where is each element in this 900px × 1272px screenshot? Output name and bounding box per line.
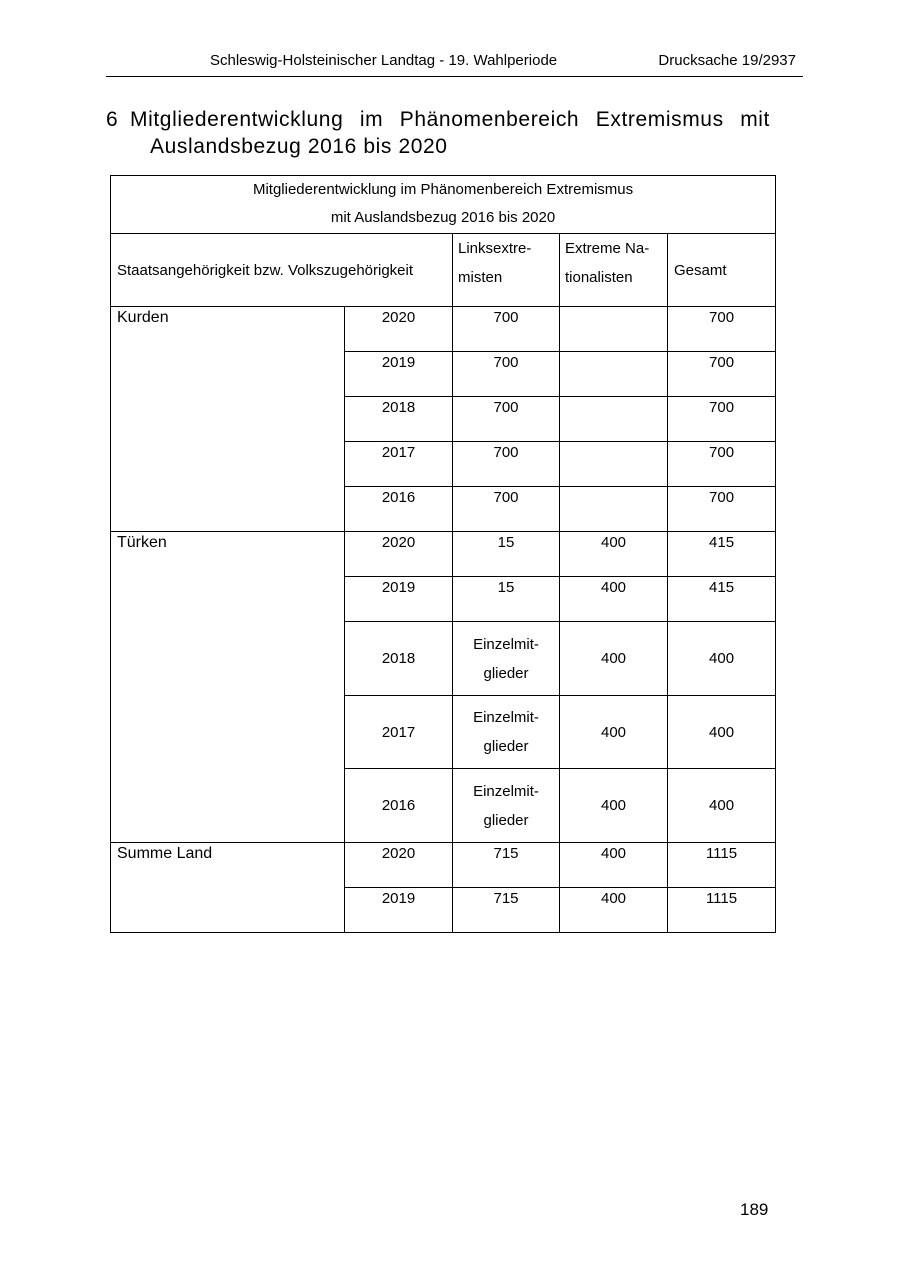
links-cell: 715 <box>453 843 560 888</box>
links-cell: 15 <box>453 577 560 622</box>
section-title-line1: Mitgliederentwicklung im Phänomenbereich Extremismus mit <box>130 108 770 131</box>
table-row <box>111 532 776 577</box>
natio-cell: 400 <box>560 888 668 933</box>
table-row <box>111 307 776 352</box>
col-header-nationalisten <box>560 234 668 307</box>
page-number: 189 <box>740 1200 769 1219</box>
group-label: Summe Land <box>111 843 345 933</box>
links-cell-line1: Einzelmit- <box>473 782 539 800</box>
year-cell: 2020 <box>345 307 453 352</box>
total-cell: 415 <box>668 577 776 622</box>
table-row <box>111 843 776 888</box>
natio-cell <box>560 352 668 397</box>
natio-cell: 400 <box>560 532 668 577</box>
links-cell: 700 <box>453 442 560 487</box>
col-header-gesamt: Gesamt <box>668 234 776 307</box>
links-cell <box>453 769 560 843</box>
links-cell: 715 <box>453 888 560 933</box>
links-cell: 700 <box>453 487 560 532</box>
year-cell: 2020 <box>345 532 453 577</box>
total-cell: 700 <box>668 397 776 442</box>
col-header-links-line2: misten <box>458 269 503 286</box>
year-cell: 2020 <box>345 843 453 888</box>
col-header-natio-line2: tionalisten <box>565 269 633 286</box>
natio-cell <box>560 397 668 442</box>
col-header-links-line1: Linksextre- <box>458 240 532 257</box>
group-label: Türken <box>111 532 345 843</box>
natio-cell: 400 <box>560 622 668 696</box>
natio-cell: 400 <box>560 696 668 769</box>
col-header-natio-line1: Extreme Na- <box>565 240 650 257</box>
natio-cell <box>560 487 668 532</box>
membership-table <box>110 175 776 933</box>
total-cell: 400 <box>668 696 776 769</box>
links-cell: 700 <box>453 397 560 442</box>
total-cell: 1115 <box>668 888 776 933</box>
total-cell: 400 <box>668 622 776 696</box>
section-title-line2: Auslandsbezug 2016 bis 2020 <box>150 135 448 158</box>
header-rule <box>106 76 803 77</box>
table-caption-line1: Mitgliederentwicklung im Phänomenbereich Extremismus <box>252 181 634 198</box>
running-header-title: Schleswig-Holsteinischer Landtag - 19. Wahlperiode <box>210 52 558 69</box>
total-cell: 700 <box>668 307 776 352</box>
natio-cell: 400 <box>560 577 668 622</box>
natio-cell: 400 <box>560 769 668 843</box>
document-number: Drucksache 19/2937 <box>658 52 796 69</box>
year-cell: 2019 <box>345 352 453 397</box>
links-cell-line2: glieder <box>483 664 529 682</box>
total-cell: 400 <box>668 769 776 843</box>
links-cell: 700 <box>453 307 560 352</box>
year-cell: 2016 <box>345 487 453 532</box>
total-cell: 700 <box>668 442 776 487</box>
total-cell: 700 <box>668 352 776 397</box>
links-cell-line1: Einzelmit- <box>473 709 539 726</box>
table-caption <box>111 176 776 234</box>
links-cell <box>453 622 560 696</box>
group-label: Kurden <box>111 307 345 532</box>
links-cell: 700 <box>453 352 560 397</box>
year-cell: 2017 <box>345 442 453 487</box>
links-cell <box>453 696 560 769</box>
section-heading <box>106 106 770 160</box>
table-caption-line2: mit Auslandsbezug 2016 bis 2020 <box>330 209 556 226</box>
links-cell-line1: Einzelmit- <box>473 635 539 653</box>
natio-cell <box>560 442 668 487</box>
total-cell: 1115 <box>668 843 776 888</box>
links-cell-line2: glieder <box>483 811 529 829</box>
col-header-group: Staatsangehörigkeit bzw. Volkszugehörigkeit <box>111 234 453 307</box>
col-header-linksextremisten <box>453 234 560 307</box>
links-cell-line2: glieder <box>483 738 529 755</box>
natio-cell: 400 <box>560 843 668 888</box>
section-number: 6 <box>106 108 119 131</box>
year-cell: 2019 <box>345 577 453 622</box>
table-caption-row <box>111 176 776 234</box>
table-header-row <box>111 234 776 307</box>
natio-cell <box>560 307 668 352</box>
total-cell: 700 <box>668 487 776 532</box>
year-cell: 2018 <box>345 397 453 442</box>
year-cell: 2017 <box>345 696 453 769</box>
year-cell: 2016 <box>345 769 453 843</box>
year-cell: 2019 <box>345 888 453 933</box>
links-cell: 15 <box>453 532 560 577</box>
year-cell: 2018 <box>345 622 453 696</box>
total-cell: 415 <box>668 532 776 577</box>
